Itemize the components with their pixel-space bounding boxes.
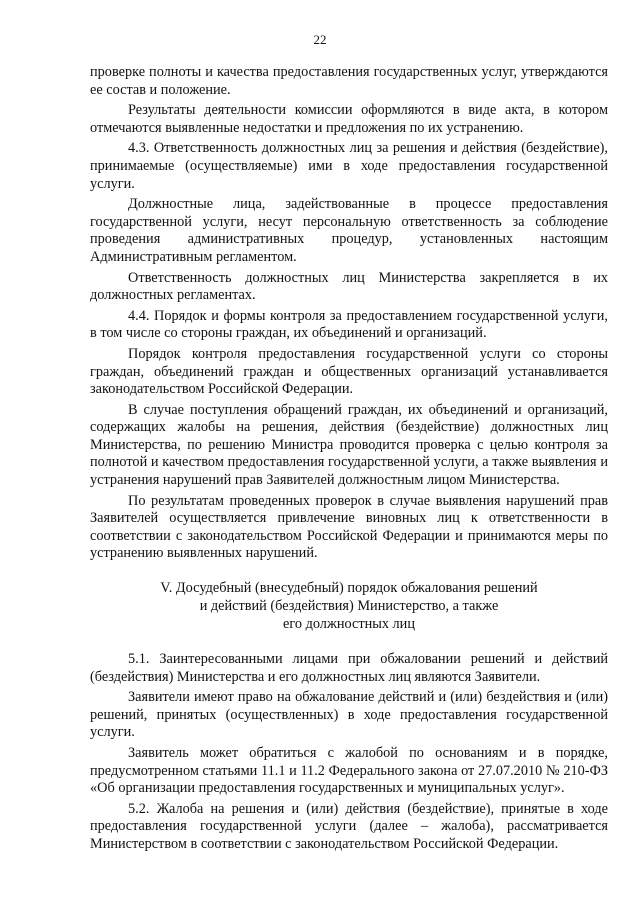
section-heading — [90, 579, 608, 633]
paragraph: Порядок контроля предоставления государственной услуги со стороны граждан, объединений граждан и общественных организаций устанавливается законодательством Российской Федерации. — [90, 345, 608, 398]
paragraph: Должностные лица, задействованные в процессе предоставления государственной услуги, несут персональную ответственность за соблюдение проведения административных процедур, установленных настоящим Административным регламентом. — [90, 196, 608, 265]
paragraph: 4.3. Ответственность должностных лиц за решения и действия (бездействие), принимаемые (осуществляемые) ими в ходе предоставления государственной услуги. — [90, 140, 608, 192]
paragraph: По результатам проведенных проверок в случае выявления нарушений прав Заявителей осуществляется привлечение виновных лиц к ответственности в соответствии с законодательством Российской Федерации и принимаются меры по устранению выявленных нарушений. — [90, 492, 608, 562]
paragraphs-after — [90, 651, 608, 854]
document-body — [90, 64, 608, 854]
page-number: 22 — [313, 32, 327, 47]
paragraph: 4.4. Порядок и формы контроля за предоставлением государственной услуги, в том числе со стороны граждан, их объединений и организаций. — [90, 307, 608, 342]
paragraph: Заявитель может обратиться с жалобой по основаниям и в порядке, предусмотренном статьями 11.1 и 11.2 Федерального закона от 27.07.2010 № 210-ФЗ «Об организации предоставления государственных и муниципальных услуг». — [90, 745, 608, 797]
paragraph: В случае поступления обращений граждан, их объединений и организаций, содержащих жалобы на решения, действия (бездействие) должностных лиц Министерства, по решению Министра проводится проверка с целью контроля за полнотой и качеством предоставления государственной услуги, а также выявления и устранения нарушений прав Заявителей должностным лицом Министерства. — [90, 401, 608, 489]
paragraph: Заявители имеют право на обжалование действий и (или) бездействия и (или) решений, принятых (осуществленных) в ходе предоставления государственной услуги. — [90, 689, 608, 741]
paragraph: Результаты деятельности комиссии оформляются в виде акта, в котором отмечаются выявленные недостатки и предложения по их устранению. — [90, 102, 608, 136]
section-heading-line: его должностных лиц — [283, 616, 415, 633]
paragraph: Ответственность должностных лиц Министерства закрепляется в их должностных регламентах. — [90, 269, 608, 304]
paragraph: 5.2. Жалоба на решения и (или) действия (бездействие), принятые в ходе предоставления государственной услуги (далее – жалоба), рассматривается Министерством в соответствии с законодательством Российской Федерации. — [90, 800, 608, 852]
section-heading-line: и действий (бездействия) Министерство, а также — [199, 598, 499, 615]
section-heading-line: V. Досудебный (внесудебный) порядок обжалования решений — [160, 580, 538, 597]
paragraph: проверке полноты и качества предоставления государственных услуг, утверждаются ее состав и положение. — [90, 64, 608, 98]
paragraphs-before — [90, 64, 608, 563]
paragraph: 5.1. Заинтересованными лицами при обжаловании решений и действий (бездействия) Министерства и его должностных лиц являются Заявители. — [90, 651, 608, 685]
